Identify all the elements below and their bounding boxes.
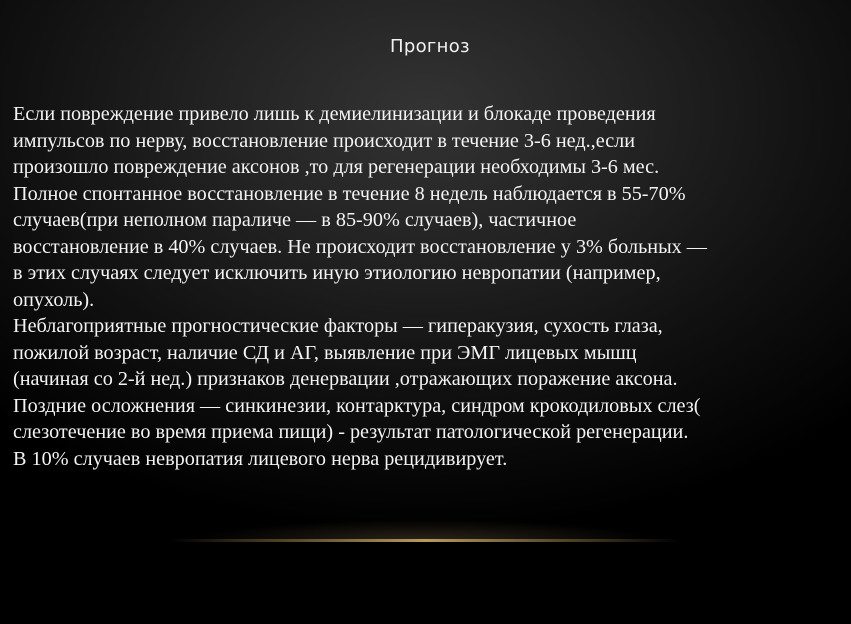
slide-body <box>13 101 843 472</box>
body-line: в этих случаях следует исключить иную этиологию невропатии (например, <box>13 262 661 284</box>
body-line: (начиная со 2-й нед.) признаков денервации ,отражающих поражение аксона. <box>13 368 678 390</box>
body-line: случаев(при неполном параличе — в 85-90% случаев), частичное <box>13 209 577 231</box>
body-line: восстановление в 40% случаев. Не происходит восстановление у 3% больных — <box>13 235 707 258</box>
body-line: Полное спонтанное восстановление в течение 8 недель наблюдается в 55-70% <box>13 182 686 205</box>
body-line: Неблагоприятные прогностические факторы — гиперакузия, сухость глаза, <box>13 315 663 337</box>
body-line: Поздние осложнения — синкинезии, контарктура, синдром крокодиловых слез( <box>13 394 701 417</box>
slide-title-text: Прогноз <box>390 36 470 57</box>
body-line: импульсов по нерву, восстановление происходит в течение 3-6 нед.,если <box>13 129 636 152</box>
body-line: пожилой возраст, наличие СД и АГ, выявление при ЭМГ лицевых мышц <box>13 341 637 364</box>
decorative-glow <box>200 500 650 540</box>
body-line: слезотечение во время приема пищи) - результат патологической регенерации. <box>13 421 689 443</box>
decorative-divider-line <box>170 539 680 542</box>
body-line: В 10% случаев невропатия лицевого нерва рецидивирует. <box>13 447 508 470</box>
body-line: Если повреждение привело лишь к демиелинизации и блокаде проведения <box>13 103 656 125</box>
slide-title <box>0 36 820 57</box>
body-line: опухоль). <box>13 288 95 311</box>
body-line: произошло повреждение аксонов ,то для регенерации необходимы 3-6 мес. <box>13 156 660 178</box>
